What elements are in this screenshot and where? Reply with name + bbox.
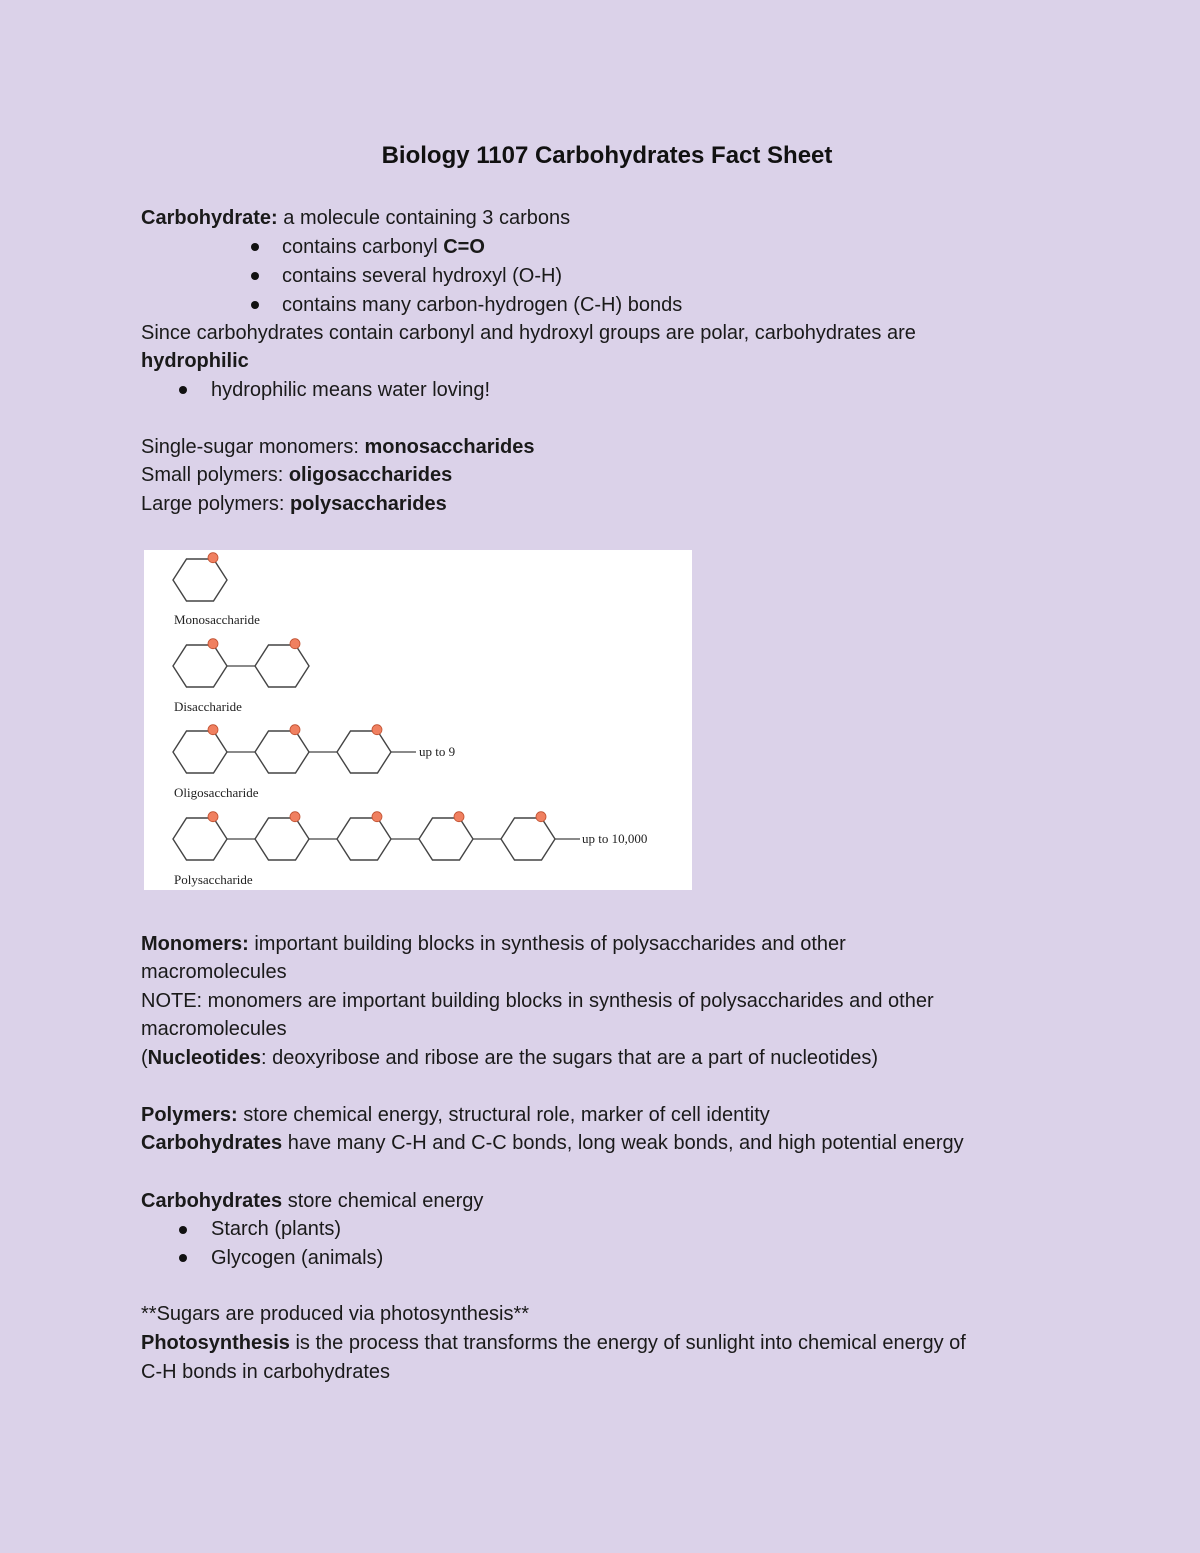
bullet-icon	[251, 272, 259, 280]
carbonyl-group-dot	[290, 725, 300, 735]
photosynthesis-line-2: C-H bonds in carbohydrates	[141, 1361, 391, 1383]
bullet-icon	[179, 386, 187, 394]
sugar-ring	[337, 818, 391, 860]
sugar-ring	[173, 559, 227, 601]
carbohydrates-bonds-line: Carbohydrates have many C-H and C-C bonds, long weak bonds, and high potential energy	[141, 1132, 964, 1154]
carbonyl-group-dot	[372, 812, 382, 822]
carbonyl-group-dot	[290, 639, 300, 649]
label-up-to-9: up to 9	[419, 744, 456, 759]
carbohydrate-bullet: contains many carbon-hydrogen (C-H) bonds	[282, 294, 683, 316]
carbonyl-group-dot	[208, 812, 218, 822]
label-oligosaccharide: Oligosaccharide	[174, 785, 259, 800]
carbohydrate-bullet: contains carbonyl C=O	[282, 236, 485, 258]
polymers-line: Polymers: store chemical energy, structural role, marker of cell identity	[141, 1104, 770, 1126]
oligosaccharide-line: Small polymers: oligosaccharides	[141, 464, 453, 486]
label-monosaccharide: Monosaccharide	[174, 612, 260, 627]
carbonyl-group-dot	[536, 812, 546, 822]
energy-line: Carbohydrates store chemical energy	[141, 1190, 484, 1212]
carbohydrate-bullet: contains several hydroxyl (O-H)	[282, 265, 563, 287]
sugar-ring	[337, 731, 391, 773]
sugar-ring	[501, 818, 555, 860]
sugar-ring	[419, 818, 473, 860]
saccharide-diagram	[144, 550, 692, 890]
monomers-line: Monomers: important building blocks in synthesis of polysaccharides and other	[141, 933, 846, 955]
sugar-ring	[255, 645, 309, 687]
sugar-ring	[173, 645, 227, 687]
bullet-icon	[251, 243, 259, 251]
carbonyl-group-dot	[372, 725, 382, 735]
carbonyl-group-dot	[454, 812, 464, 822]
bullet-icon	[179, 1254, 187, 1262]
sugar-ring	[255, 818, 309, 860]
carbohydrate-definition-text: a molecule containing 3 carbons	[277, 207, 571, 229]
label-disaccharide: Disaccharide	[174, 699, 242, 714]
label-up-to-10000: up to 10,000	[582, 831, 648, 846]
note-line: NOTE: monomers are important building blocks in synthesis of polysaccharides and other	[141, 990, 934, 1012]
bullet-icon	[179, 1226, 187, 1234]
carbonyl-group-dot	[208, 639, 218, 649]
carbonyl-group-dot	[290, 812, 300, 822]
label-polysaccharide: Polysaccharide	[174, 872, 253, 887]
polysaccharide-line: Large polymers: polysaccharides	[141, 493, 447, 515]
energy-bullet: Starch (plants)	[211, 1218, 342, 1240]
photosynthesis-note: **Sugars are produced via photosynthesis**	[141, 1303, 530, 1325]
nucleotides-line: (Nucleotides: deoxyribose and ribose are the sugars that are a part of nucleotides)	[141, 1047, 879, 1069]
note-line-2: macromolecules	[141, 1018, 287, 1040]
photosynthesis-line: Photosynthesis is the process that transforms the energy of sunlight into chemical energy of	[141, 1332, 966, 1354]
carbohydrate-definition	[141, 204, 570, 232]
since-line: Since carbohydrates contain carbonyl and hydroxyl groups are polar, carbohydrates are	[141, 322, 916, 344]
carbohydrate-term: Carbohydrate:	[141, 207, 278, 229]
hydrophilic-bullet: hydrophilic means water loving!	[211, 379, 491, 401]
hydrophilic-term: hydrophilic	[141, 350, 249, 372]
sugar-ring	[173, 818, 227, 860]
bullet-icon	[251, 301, 259, 309]
monosaccharide-line: Single-sugar monomers: monosaccharides	[141, 436, 535, 458]
carbonyl-group-dot	[208, 553, 218, 563]
energy-bullet: Glycogen (animals)	[211, 1247, 384, 1269]
saccharide-figure	[144, 550, 692, 890]
page-title: Biology 1107 Carbohydrates Fact Sheet	[381, 142, 833, 169]
carbonyl-group-dot	[208, 725, 218, 735]
sugar-ring	[173, 731, 227, 773]
monomers-line-2: macromolecules	[141, 961, 287, 983]
sugar-ring	[255, 731, 309, 773]
